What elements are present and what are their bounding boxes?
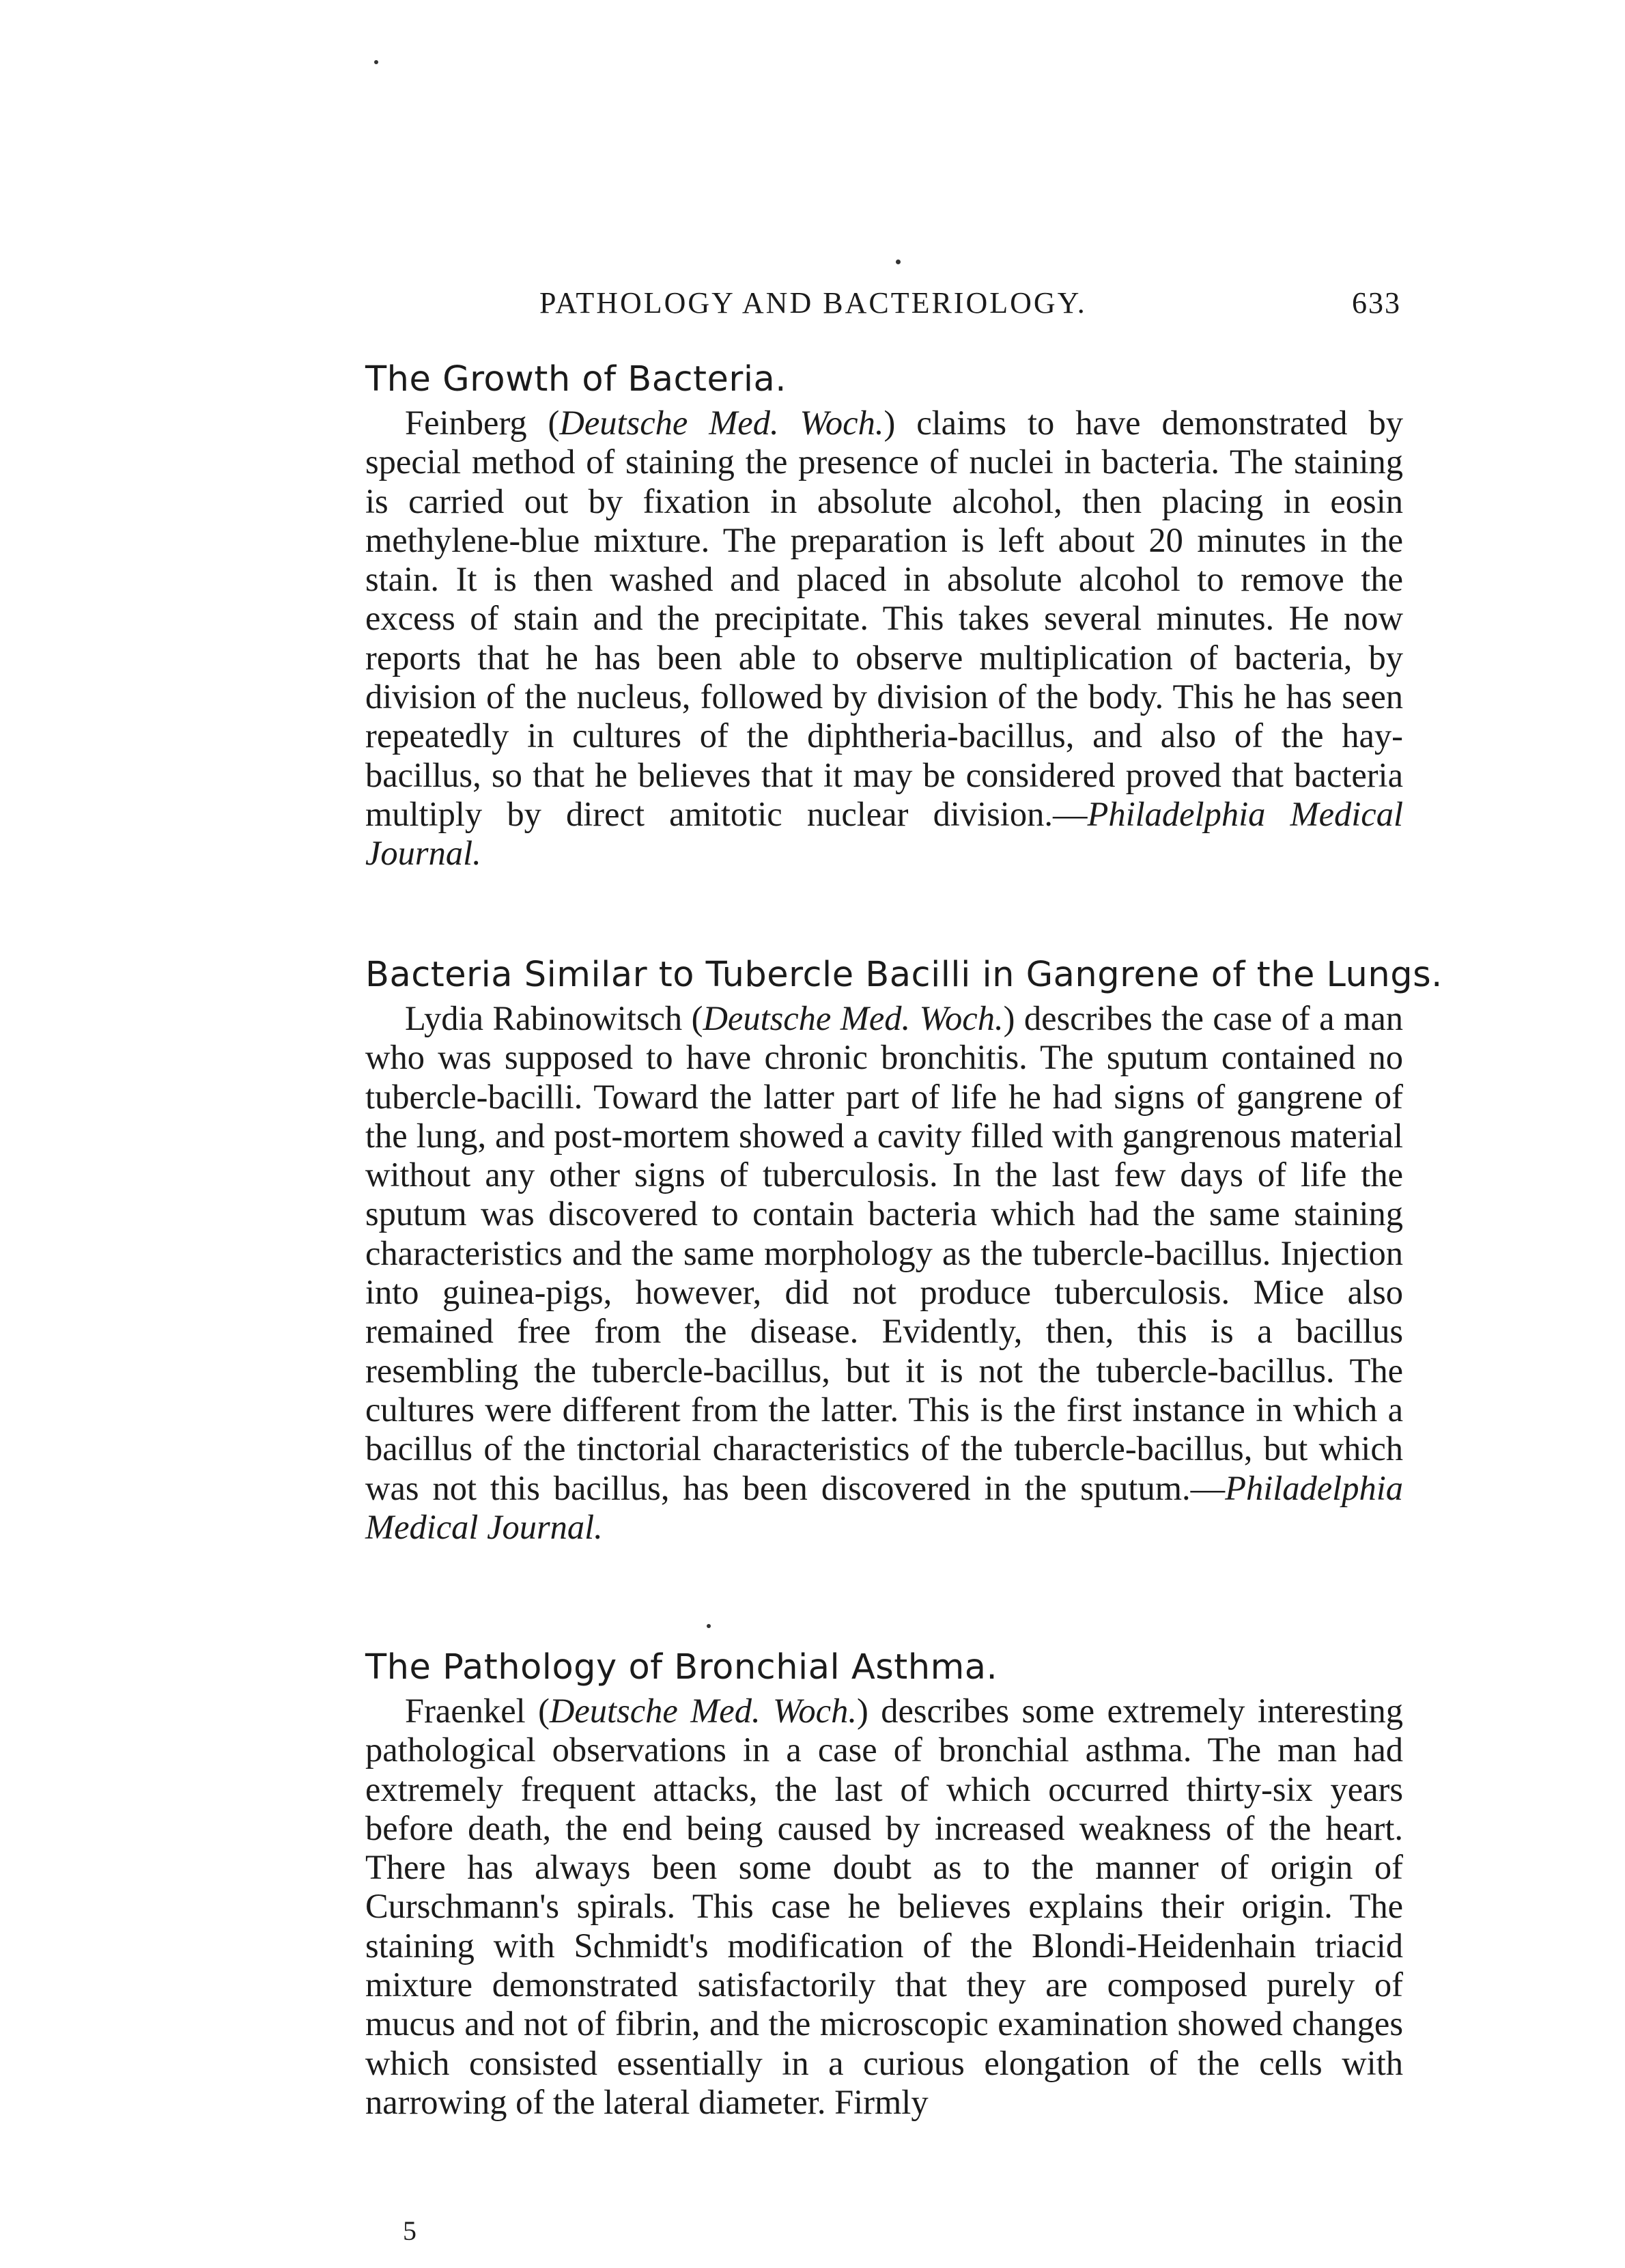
ink-speck bbox=[707, 1624, 711, 1628]
page-number: 633 bbox=[1352, 286, 1401, 320]
article-body: Fraenkel (Deutsche Med. Woch.) describes some extremely interesting pathological observations in a case of bronchial asthma. The man had extremely frequent attacks, the last of which occurred thirty-six years before death, the end being caused by increased weakness of the heart. There has always been some doubt as to the manner of origin of Curschmann's spirals. This case he believes explains their origin. The staining with Schmidt's modification of the Blondi-Heidenhain triacid mixture demonstrated satisfactorily that they are composed purely of mucus and not of fibrin, and the microscopic examination showed changes which consisted essentially in a curious elongation of the cells with narrowing of the lateral diameter. Firmly bbox=[365, 1692, 1403, 2121]
article-pathology-of-bronchial-asthma bbox=[365, 1647, 1403, 2122]
article-body: Feinberg (Deutsche Med. Woch.) claims to have demonstrated by special method of staining the presence of nuclei in bacteria. The staining is carried out by fixation in absolute alcohol, then placing in eosin methylene-blue mixture. The preparation is left about 20 minutes in the stain. It is then washed and placed in absolute alcohol to remove the excess of stain and the precipitate. This takes several minutes. He now reports that he has been able to observe multiplication of bacteria, by division of the nucleus, followed by division of the body. This he has seen repeatedly in cultures of the diphtheria-bacillus, and also of the hay-bacillus, so that he believes that it may be considered proved that bacteria multiply by direct amitotic nuclear division.—Philadelphia Medical Journal. bbox=[365, 404, 1403, 873]
article-text: ) claims to have demonstrated by special method of staining the presence of nuclei in bacteria. The staining is carried out by fixation in absolute alcohol, then placing in eosin methylene-blue mixture. The preparation is left about 20 minutes in the stain. It is then washed and placed in absolute alcohol to remove the excess of stain and the precipitate. This takes several minutes. He now reports that he has been able to observe multiplication of bacteria, by division of the nucleus, followed by division of the body. This he has seen repeatedly in cultures of the diphtheria-bacillus, and also of the hay-bacillus, so that he believes that it may be considered proved that bacteria multiply by direct amitotic nuclear division.— bbox=[365, 404, 1403, 833]
running-head bbox=[539, 285, 1400, 320]
article-text: ) describes some extremely interesting pathological observations in a case of bronchial asthma. The man had extremely frequent attacks, the last of which occurred thirty-six years before death, the end being caused by increased weakness of the heart. There has always been some doubt as to the manner of origin of Curschmann's spirals. This case he believes explains their origin. The staining with Schmidt's modification of the Blondi-Heidenhain triacid mixture demonstrated satisfactorily that they are composed purely of mucus and not of fibrin, and the microscopic examination showed changes which consisted essentially in a curious elongation of the cells with narrowing of the lateral diameter. Firmly bbox=[365, 1692, 1403, 2121]
article-body: Lydia Rabinowitsch (Deutsche Med. Woch.) describes the case of a man who was supposed to have chronic bronchitis. The sputum contained no tubercle-bacilli. Toward the latter part of life he had signs of gangrene of the lung, and post-mortem showed a cavity filled with gangrenous material without any other signs of tuberculosis. In the last few days of life the sputum was discovered to contain bacteria which had the same staining characteristics and the same morphology as the tubercle-bacillus. Injection into guinea-pigs, however, did not produce tuberculosis. Mice also remained free from the disease. Evidently, then, this is a bacillus resembling the tubercle-bacillus, but it is not the tubercle-bacillus. The cultures were different from the latter. This is the first instance in which a bacillus of the tinctorial characteristics of the tubercle-bacillus, but which was not this bacillus, has been discovered in the sputum.—Philadelphia Medical Journal. bbox=[365, 999, 1403, 1546]
citation: Philadelphia Medical Journal. bbox=[365, 1468, 1403, 1546]
article-author: Feinberg bbox=[405, 404, 527, 442]
article-heading: The Pathology of Bronchial Asthma. bbox=[365, 1647, 998, 1688]
signature-mark: 5 bbox=[403, 2215, 416, 2246]
article-heading: Bacteria Similar to Tubercle Bacilli in Gangrene of the Lungs. bbox=[365, 955, 1443, 995]
source-journal: Deutsche Med. Woch. bbox=[549, 1692, 857, 1730]
citation: Philadelphia Medical Journal. bbox=[365, 794, 1403, 873]
article-growth-of-bacteria bbox=[365, 359, 1403, 873]
article-heading: The Growth of Bacteria. bbox=[365, 359, 787, 400]
source-journal: Deutsche Med. Woch. bbox=[703, 999, 1004, 1037]
article-author: Fraenkel bbox=[405, 1692, 526, 1730]
ink-speck bbox=[374, 60, 378, 64]
ink-speck bbox=[896, 260, 901, 264]
article-bacteria-similar-to-tubercle-bacilli bbox=[365, 955, 1443, 1547]
article-author: Lydia Rabinowitsch bbox=[405, 999, 683, 1037]
source-journal: Deutsche Med. Woch. bbox=[559, 404, 884, 442]
running-head-title: PATHOLOGY AND BACTERIOLOGY. bbox=[539, 286, 1087, 320]
article-text: ) describes the case of a man who was supposed to have chronic bronchitis. The sputum contained no tubercle-bacilli. Toward the latter part of life he had signs of gangrene of the lung, and post-mortem showed a cavity filled with gangrenous material without any other signs of tuberculosis. In the last few days of life the sputum was discovered to contain bacteria which had the same staining characteristics and the same morphology as the tubercle-bacillus. Injection into guinea-pigs, however, did not produce tuberculosis. Mice also remained free from the disease. Evidently, then, this is a bacillus resembling the tubercle-bacillus, but it is not the tubercle-bacillus. The cultures were different from the latter. This is the first instance in which a bacillus of the tinctorial characteristics of the tubercle-bacillus, but which was not this bacillus, has been discovered in the sputum.— bbox=[365, 999, 1403, 1507]
